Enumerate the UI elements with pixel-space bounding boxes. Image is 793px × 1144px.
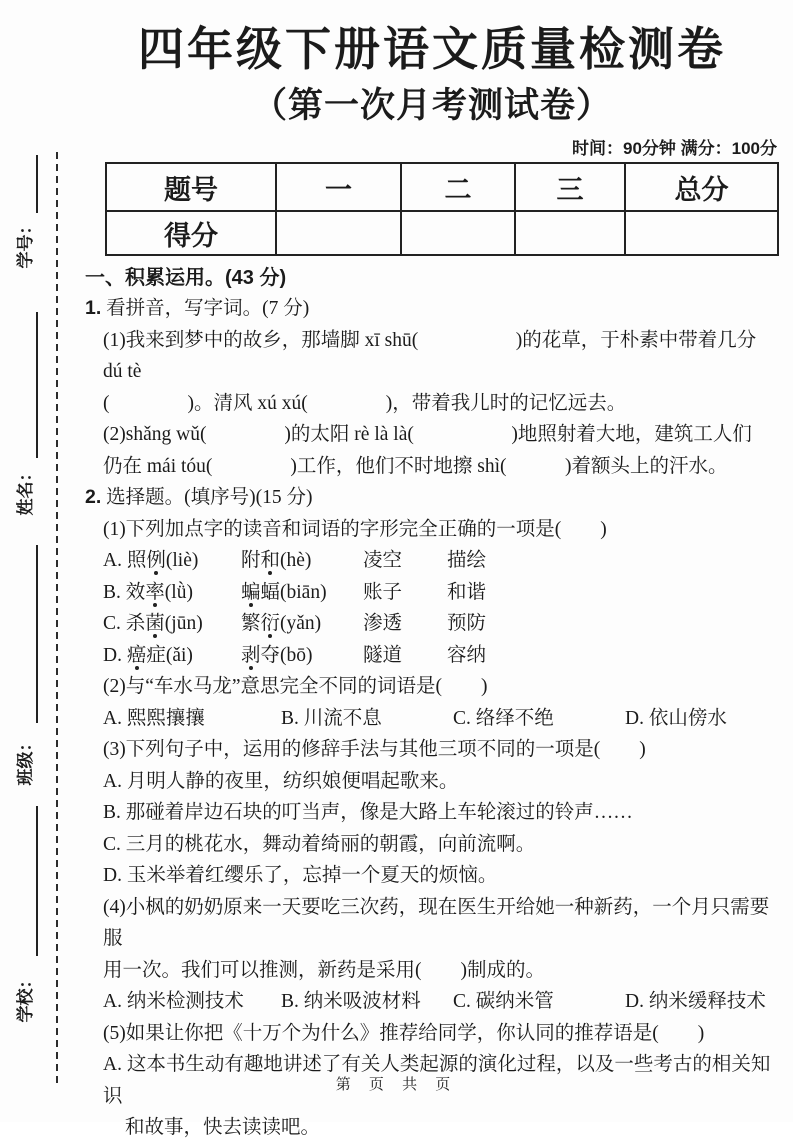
word-part: C. 杀 [103, 613, 146, 634]
question-1-line-3: (2)shǎng wǔ( )的太阳 rè là là( )地照射着大地，建筑工人们 [103, 424, 752, 445]
option-d: D. 纳米缓释技术 [625, 991, 766, 1012]
class-label: 班级： [16, 734, 35, 786]
question-2-3-option-d: D. 玉米举着红缨乐了，忘掉一个夏天的烦恼。 [103, 865, 498, 886]
dotted-character: 例 [146, 550, 166, 571]
score-cell-three [515, 211, 625, 255]
student-name-label: 姓名： [16, 464, 35, 516]
binding-strip [0, 0, 84, 1122]
word-plain: 预防 [447, 613, 487, 634]
score-table-header-total: 总分 [625, 163, 778, 211]
question-2-3-option-c: C. 三月的桃花水，舞动着绮丽的朝霞，向前流啊。 [103, 833, 536, 855]
question-1-heading-text: 看拼音，写字词。(7 分) [106, 298, 310, 319]
option-b: B. 纳米吸波材料 [281, 991, 421, 1012]
question-2-4-stem-line-1: (4)小枫的奶奶原来一天要吃三次药，现在医生开给她一种新药，一个月只需要服 [103, 896, 770, 949]
word-plain: 和谐 [447, 581, 487, 603]
word-part: (yǎn) [280, 613, 322, 634]
score-cell-two [401, 211, 515, 255]
word-part: B. 效 [103, 581, 146, 603]
word-plain: 凌空 [363, 550, 403, 571]
school-label: 学校： [16, 971, 35, 1023]
word-part: 繁 [241, 613, 261, 634]
dotted-character: 率 [145, 581, 165, 603]
student-id-label: 学号： [16, 217, 35, 269]
word-part: 夺(bō) [260, 644, 313, 666]
dotted-character: 衍 [260, 613, 281, 634]
word-part: (hè) [280, 550, 312, 571]
question-2-5-stem: (5)如果让你把《十万个为什么》推荐给同学，你认同的推荐语是( ) [103, 1022, 705, 1044]
question-2-4-stem-line-2: 用一次。我们可以推测，新药是采用( )制成的。 [103, 959, 545, 981]
question-2-5-option-a-line-2: 和故事，快去读读吧。 [125, 1117, 321, 1138]
exam-title: 四年级下册语文质量检测卷 [138, 23, 726, 75]
option-c: C. 碳纳米管 [453, 991, 554, 1012]
word-with-pinyin [241, 640, 363, 672]
main-content [85, 0, 779, 1144]
exam-subtitle: （第一次月考测试卷） [251, 86, 612, 125]
question-1-line-1: (1)我来到梦中的故乡，那墙脚 xī shū( )的花草，于朴素中带着几分 dú tè [103, 329, 757, 382]
word-part: 附 [241, 550, 261, 571]
question-2-3-option-b: B. 那碰着岸边石块的叮当声，像是大路上车轮滚过的铃声…… [103, 802, 633, 823]
question-1-heading [85, 293, 779, 325]
word-plain: 隧道 [363, 644, 403, 666]
class-blank-line [36, 545, 38, 723]
word-with-pinyin [103, 577, 241, 609]
word-part: 症(ǎi) [146, 644, 193, 666]
word-part: 蝠(biān) [260, 581, 327, 603]
word-part: A. 照 [103, 550, 147, 571]
score-cell-total [625, 211, 778, 255]
question-2-3-option-a: A. 月明人静的夜里，纺织娘便唱起歌来。 [103, 770, 459, 792]
word-with-pinyin [103, 545, 241, 577]
question-2-heading-text: 选择题。(填序号)(15 分) [106, 487, 313, 508]
dotted-character: 蝙 [241, 581, 261, 603]
question-2-4-options [85, 986, 779, 1018]
option-a: A. 熙熙攘攘 [103, 707, 205, 729]
word-plain: 渗透 [363, 613, 403, 634]
dotted-character: 癌 [126, 644, 147, 666]
question-2-1-option-row-a [85, 545, 779, 577]
word-plain: 容纳 [447, 644, 487, 666]
score-table-header-row [106, 163, 778, 211]
word-part: D. [103, 644, 127, 666]
question-2-2-options [85, 703, 779, 735]
option-a: A. 纳米检测技术 [103, 991, 244, 1012]
word-part: (lǜ) [164, 581, 193, 603]
score-cell-one [276, 211, 401, 255]
score-table-header-three: 三 [515, 163, 625, 211]
dotted-character: 菌 [145, 613, 165, 634]
section-one-heading: 一、积累运用。(43 分) [85, 267, 287, 289]
score-table-header-one: 一 [276, 163, 401, 211]
question-2-1-option-row-c [85, 608, 779, 640]
word-with-pinyin [103, 640, 241, 672]
score-table-score-row [106, 211, 778, 255]
question-2-5-option-a-line-1: A. 这本书生动有趣地讲述了有关人类起源的演化过程，以及一些考古的相关知识 [103, 1054, 771, 1107]
school-blank-line [36, 806, 38, 956]
question-1-line-4: 仍在 mái tóu( )工作，他们不时地擦 shì( )着额头上的汗水。 [103, 455, 728, 477]
question-2-1-option-row-d [85, 640, 779, 672]
question-2-1-option-row-b [85, 577, 779, 609]
dotted-character: 剥 [241, 644, 261, 666]
word-with-pinyin [241, 608, 363, 640]
word-with-pinyin [241, 545, 363, 577]
dotted-character: 和 [260, 550, 281, 571]
question-1-number: 1. [85, 297, 102, 319]
question-2-heading [85, 482, 779, 514]
word-with-pinyin [103, 608, 241, 640]
question-2-number: 2. [85, 486, 102, 508]
word-part: (jūn) [164, 613, 203, 634]
score-table-header-two: 二 [401, 163, 515, 211]
word-with-pinyin [241, 577, 363, 609]
question-2-3-stem: (3)下列句子中，运用的修辞手法与其他三项不同的一项是( ) [103, 739, 646, 760]
exam-time-score-info: 时间：90分钟 满分：100分 [572, 139, 777, 158]
binding-dashed-line [56, 152, 58, 1086]
question-1-line-2: ( )。清风 xú xú( )，带着我儿时的记忆远去。 [103, 392, 627, 414]
score-row-label: 得分 [106, 211, 276, 255]
question-2-2-stem: (2)与“车水马龙”意思完全不同的词语是( ) [103, 676, 488, 697]
score-table-header-question: 题号 [106, 163, 276, 211]
footer-page-label: 第 页 共 页 [335, 1076, 458, 1093]
question-2-1-stem: (1)下列加点字的读音和词语的字形完全正确的一项是( ) [103, 518, 607, 540]
option-b: B. 川流不息 [281, 707, 382, 729]
option-d: D. 依山傍水 [625, 707, 727, 729]
word-plain: 账子 [363, 581, 403, 603]
word-part: (liè) [165, 550, 199, 571]
score-table [105, 162, 779, 256]
option-c: C. 络绎不绝 [453, 707, 554, 729]
word-plain: 描绘 [447, 550, 487, 571]
